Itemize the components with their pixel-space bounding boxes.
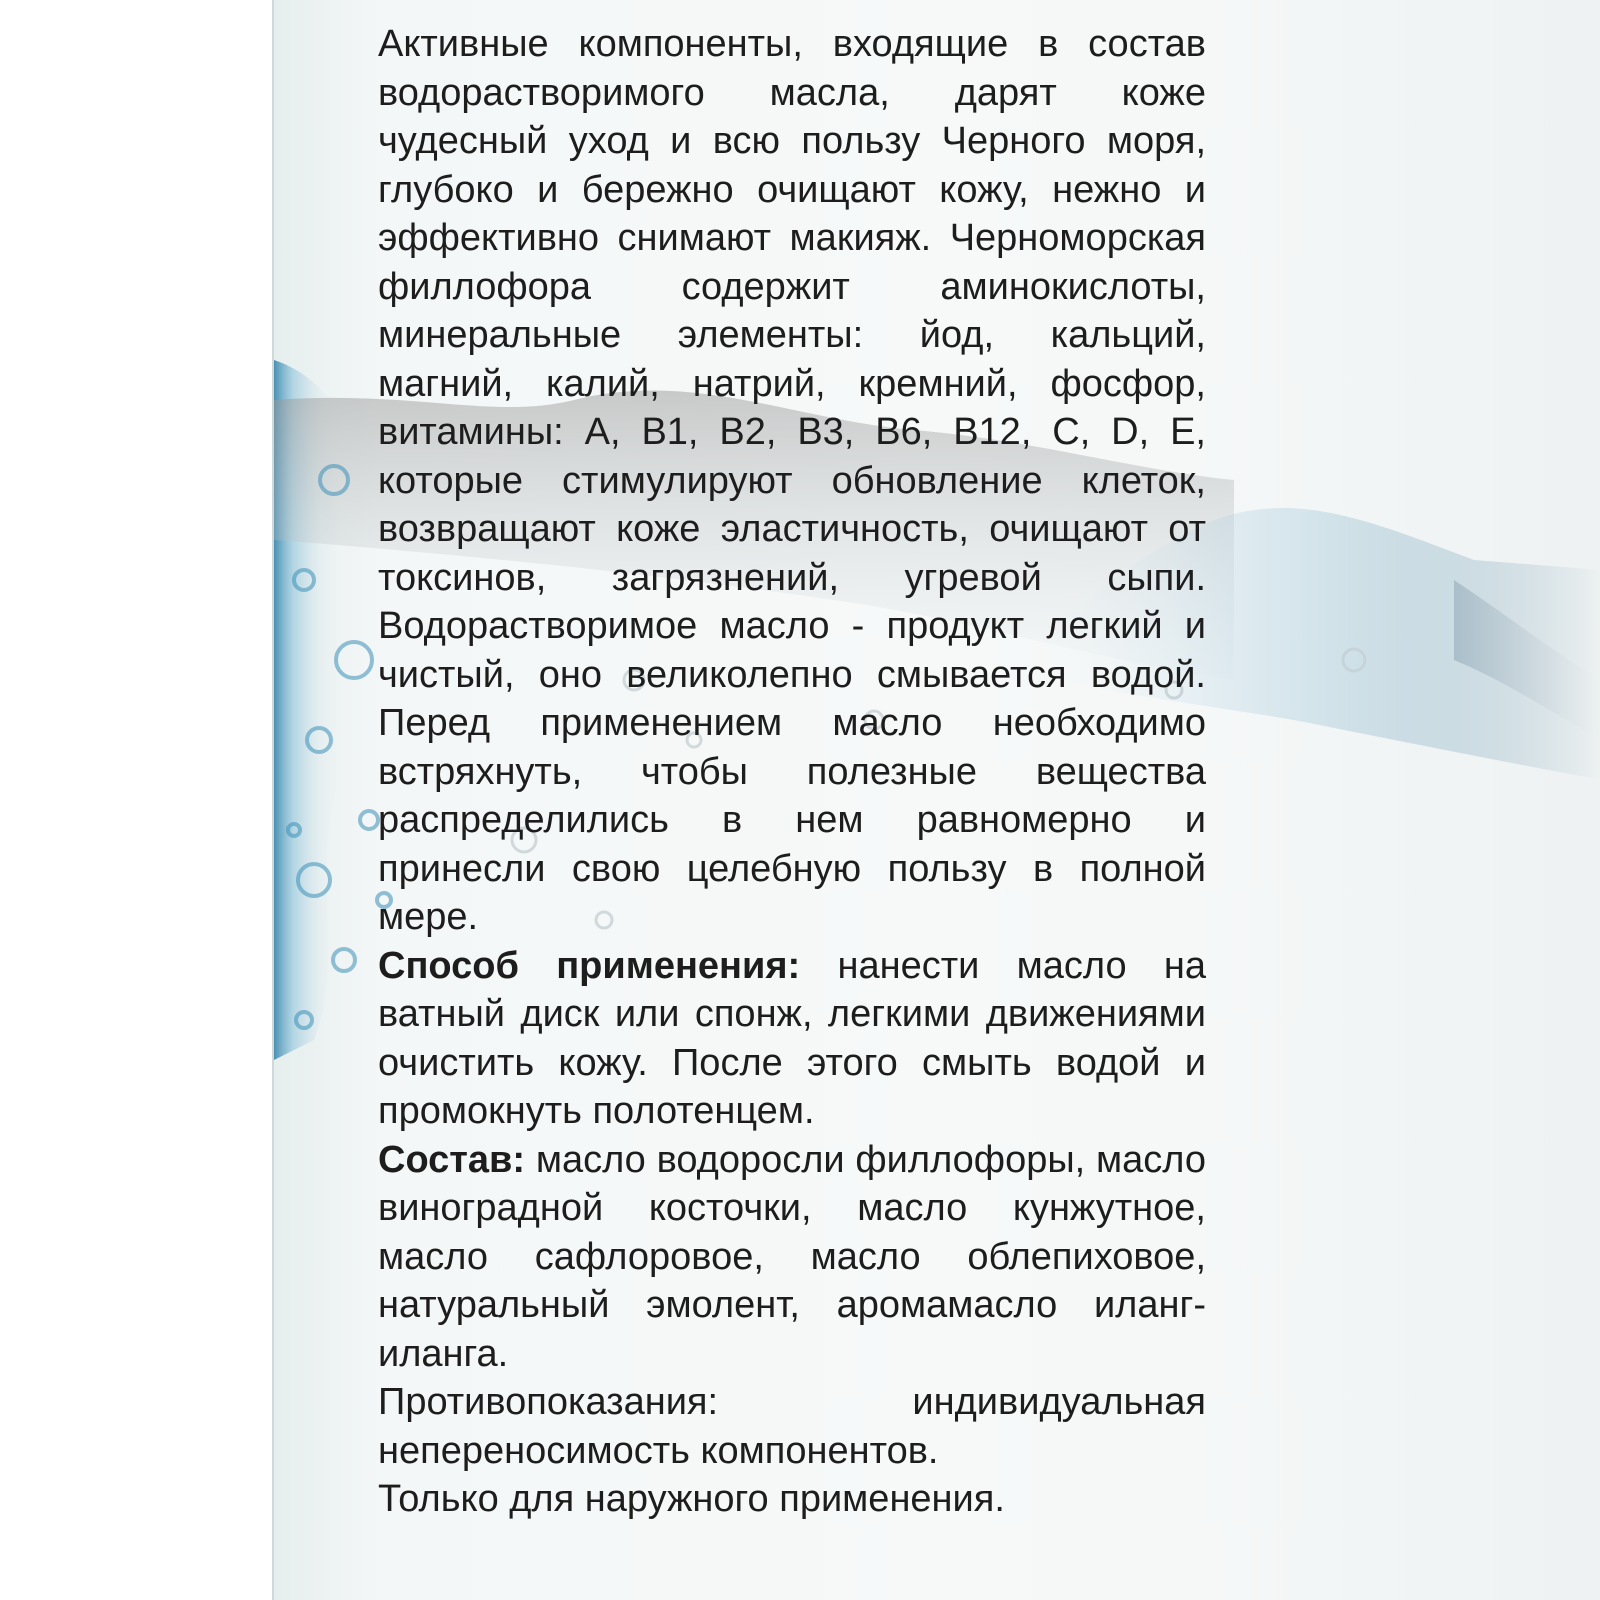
composition-text: масло водоросли филлофоры, масло виноградной косточки, масло кунжутное, масло сафлоровое, масло облепиховое, натуральный эмолент, аромамасло иланг-иланга. xyxy=(378,1138,1206,1375)
product-description-text xyxy=(378,20,1206,1524)
external-use-paragraph: Только для наружного применения. xyxy=(378,1478,1005,1520)
contraindications-paragraph: Противопоказания: индивидуальная непереносимость компонентов. xyxy=(378,1381,1206,1472)
usage-text: нанести масло на ватный диск или спонж, легкими движениями очистить кожу. После этого смыть водой и промокнуть полотенцем. xyxy=(378,944,1207,1132)
description-paragraph: Активные компоненты, входящие в состав водорастворимого масла, дарят коже чудесный уход и всю пользу Черного моря, глубоко и бережно очищают кожу, нежно и эффективно снимают макияж. Черноморская филлофора содержит аминокислоты, минеральные элементы: йод, кальций, магний, калий, натрий, кремний, фосфор, витамины: A, B1, B2, B3, B6, B12, C, D, E, которые стимулируют обновление клеток, возвращают коже эластичность, очищают от токсинов, загрязнений, угревой сыпи. Водорастворимое масло - продукт легкий и чистый, оно великолепно смывается водой. Перед применением масло необходимо встряхнуть, чтобы полезные вещества распределились в нем равномерно и принесли свою целебную пользу в полной мере. xyxy=(378,23,1206,938)
usage-paragraph xyxy=(378,942,1206,1136)
composition-paragraph xyxy=(378,1136,1206,1379)
usage-label: Способ применения: xyxy=(378,944,801,987)
panel-right-shade xyxy=(1222,0,1600,1600)
composition-label: Состав: xyxy=(378,1138,526,1181)
